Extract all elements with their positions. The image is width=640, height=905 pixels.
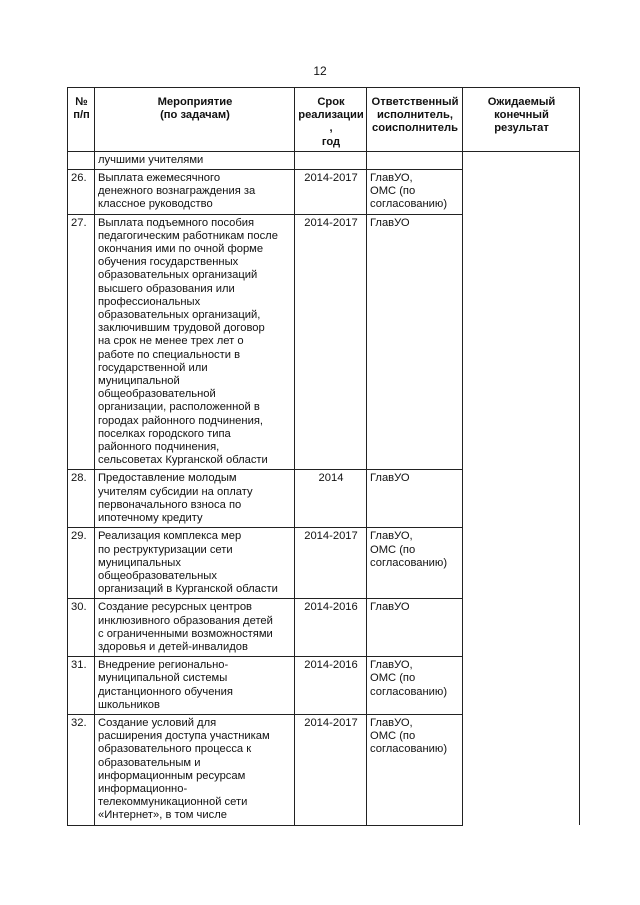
cell-period: 2014-2016 [295, 599, 367, 657]
cell-period: 2014-2017 [295, 214, 367, 470]
table-header-row [68, 88, 580, 152]
header-event: Мероприятие (по задачам) [95, 88, 295, 152]
cell-result [463, 151, 580, 825]
cell-event: Создание ресурсных центров инклюзивного образования детей с ограниченными возможностями здоровья и детей-инвалидов [95, 599, 295, 657]
cell-event: Выплата подъемного пособия педагогическим работникам после окончания ими по очной форме обучения государственных образовательных организаций высшего образования или профессиональных образовательных организаций, заключившим трудовой договор на срок не менее трех лет о работе по специальности в государственной или муниципальной общеобразовательной организации, расположенной в городах районного подчинения, поселках городского типа районного подчинения, сельсоветах Курганской области [95, 214, 295, 470]
cell-period [295, 151, 367, 169]
cell-event: лучшими учителями [95, 151, 295, 169]
cell-executor: ГлавУО, ОМС (по согласованию) [367, 528, 463, 599]
cell-period: 2014 [295, 470, 367, 528]
cell-executor: ГлавУО [367, 599, 463, 657]
cell-executor: ГлавУО [367, 470, 463, 528]
cell-executor: ГлавУО [367, 214, 463, 470]
cell-num: 26. [68, 170, 95, 215]
cell-executor: ГлавУО, ОМС (по согласованию) [367, 714, 463, 825]
cell-event: Выплата ежемесячного денежного вознаграждения за классное руководство [95, 170, 295, 215]
header-result: Ожидаемый конечный результат [463, 88, 580, 152]
measures-table [67, 87, 580, 826]
header-executor: Ответственный исполнитель, соисполнитель [367, 88, 463, 152]
header-period: Срок реализации, год [295, 88, 367, 152]
cell-executor: ГлавУО, ОМС (по согласованию) [367, 170, 463, 215]
cell-num: 31. [68, 657, 95, 715]
cell-period: 2014-2017 [295, 528, 367, 599]
header-num: № п/п [68, 88, 95, 152]
cell-num: 32. [68, 714, 95, 825]
cell-period: 2014-2017 [295, 170, 367, 215]
cell-num: 30. [68, 599, 95, 657]
cell-executor: ГлавУО, ОМС (по согласованию) [367, 657, 463, 715]
cell-executor [367, 151, 463, 169]
cell-num: 28. [68, 470, 95, 528]
cell-event: Создание условий для расширения доступа участникам образовательного процесса к образовательным и информационным ресурсам информационно- телекоммуникационной сети «Интернет», в том числе [95, 714, 295, 825]
cell-event: Внедрение регионально- муниципальной системы дистанционного обучения школьников [95, 657, 295, 715]
cell-num [68, 151, 95, 169]
cell-period: 2014-2017 [295, 714, 367, 825]
cell-num: 27. [68, 214, 95, 470]
table-row-continuation [68, 151, 580, 169]
cell-num: 29. [68, 528, 95, 599]
cell-period: 2014-2016 [295, 657, 367, 715]
cell-event: Реализация комплекса мер по реструктуризации сети муниципальных общеобразовательных организаций в Курганской области [95, 528, 295, 599]
page-number: 12 [313, 64, 327, 78]
cell-event: Предоставление молодым учителям субсидии на оплату первоначального взноса по ипотечному кредиту [95, 470, 295, 528]
